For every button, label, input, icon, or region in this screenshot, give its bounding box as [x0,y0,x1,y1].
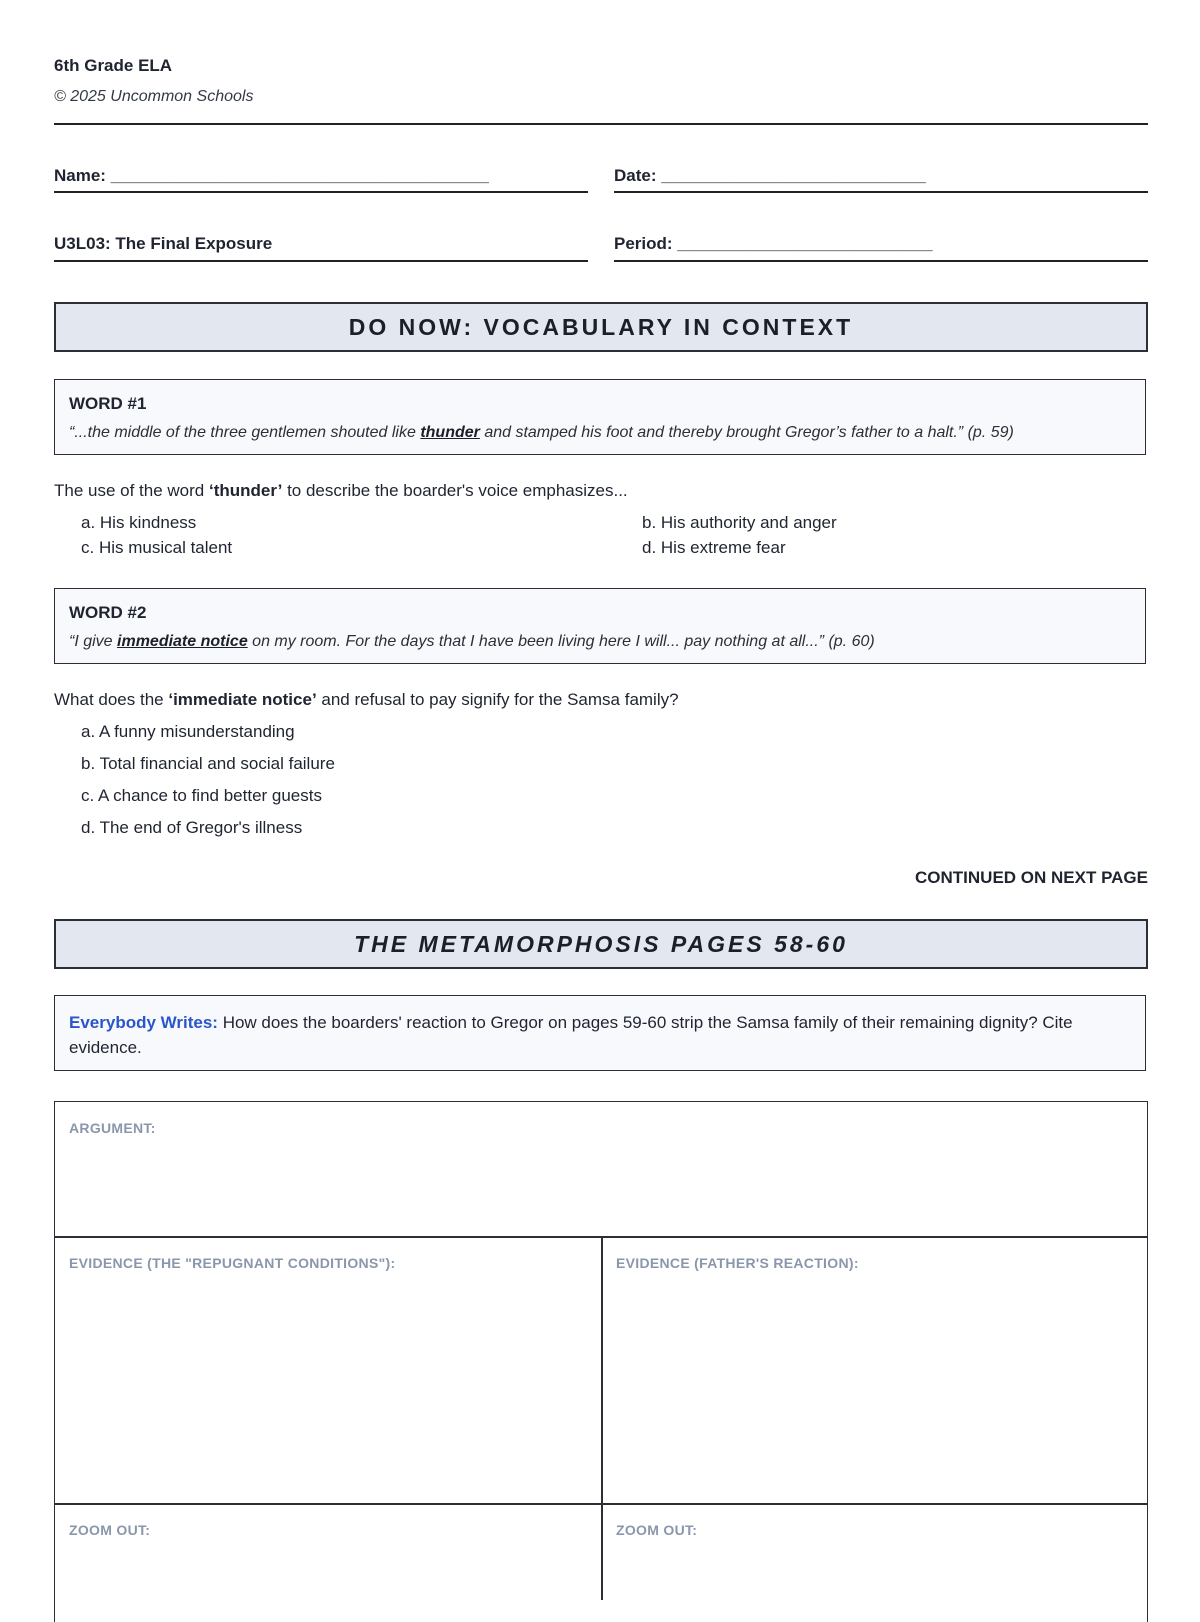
word-2-choice-d[interactable]: d. The end of Gregor's illness [81,818,303,837]
period-underline [614,260,1148,262]
header-divider [54,123,1148,125]
evidence-father-label: EVIDENCE (FATHER'S REACTION): [616,1255,859,1271]
word-2-quote-end: on my room. For the days that I have been living here I will... pay nothing at all...” (p. 60) [247,633,875,650]
word-2-quote-start: “I give [69,633,118,650]
word-1-question-end: to describe the boarder's voice emphasizes... [282,481,628,500]
word-1-quote [69,424,1131,442]
everybody-writes-question: How does the boarders' reaction to Gregor on pages 59-60 strip the Samsa family of their remaining dignity? Cite evidence. [69,1013,1073,1057]
word-1-choice-b[interactable]: b. His authority and anger [642,513,837,532]
copyright-notice: © 2025 Uncommon Schools [54,88,254,105]
argument-label: ARGUMENT: [69,1120,156,1136]
argument-response-area[interactable] [56,1140,1144,1234]
course-title: 6th Grade ELA [54,56,173,75]
do-now-header: DO NOW: VOCABULARY IN CONTEXT [54,302,1148,352]
lesson-title: U3L03: The Final Exposure [54,234,273,253]
word-2-box [54,588,1146,664]
grid-row-divider-2 [54,1503,1148,1505]
evidence-conditions-label: EVIDENCE (THE "REPUGNANT CONDITIONS"): [69,1255,396,1271]
name-field[interactable]: Name: ________________________________________ [54,166,489,185]
word-2-choice-c[interactable]: c. A chance to find better guests [81,786,322,805]
evidence-conditions-response-area[interactable] [56,1275,599,1501]
zoom-out-right-response-area[interactable] [604,1542,1144,1600]
word-2-quote [69,633,1131,651]
word-1-title: WORD #1 [69,394,147,413]
word-2-question-keyword: ‘immediate notice’ [168,690,317,709]
word-1-choice-a[interactable]: a. His kindness [81,513,197,532]
word-1-question-keyword: ‘thunder’ [208,481,283,500]
word-1-box [54,379,1146,455]
lesson-underline [54,260,588,262]
date-field[interactable]: Date: ____________________________ [614,166,926,185]
word-1-question-start: The use of the word [54,481,209,500]
grid-column-divider [601,1236,603,1600]
word-2-question [54,690,679,710]
everybody-writes-prompt [54,995,1146,1071]
period-field[interactable]: Period: ___________________________ [614,234,933,253]
word-1-keyword: thunder [420,424,480,441]
word-1-quote-end: and stamped his foot and thereby brought Gregor’s father to a halt.” (p. 59) [479,424,1014,441]
zoom-out-left-label: ZOOM OUT: [69,1522,151,1538]
word-1-choice-c[interactable]: c. His musical talent [81,538,233,557]
word-2-question-start: What does the [54,690,169,709]
everybody-writes-label: Everybody Writes: [69,1013,218,1032]
evidence-father-response-area[interactable] [604,1275,1144,1501]
name-underline [54,191,588,193]
word-2-choice-b[interactable]: b. Total financial and social failure [81,754,335,773]
word-2-choice-a[interactable]: a. A funny misunderstanding [81,722,295,741]
word-1-quote-start: “...the middle of the three gentlemen shouted like [69,424,421,441]
word-1-choice-d[interactable]: d. His extreme fear [642,538,786,557]
date-underline [614,191,1148,193]
word-1-question [54,481,628,501]
word-2-title: WORD #2 [69,603,147,622]
word-2-question-end: and refusal to pay signify for the Samsa family? [316,690,679,709]
reading-header: THE METAMORPHOSIS PAGES 58-60 [54,919,1148,969]
zoom-out-right-label: ZOOM OUT: [616,1522,698,1538]
zoom-out-left-response-area[interactable] [56,1542,599,1600]
word-2-keyword: immediate notice [117,633,248,650]
continued-note: CONTINUED ON NEXT PAGE [915,868,1148,887]
